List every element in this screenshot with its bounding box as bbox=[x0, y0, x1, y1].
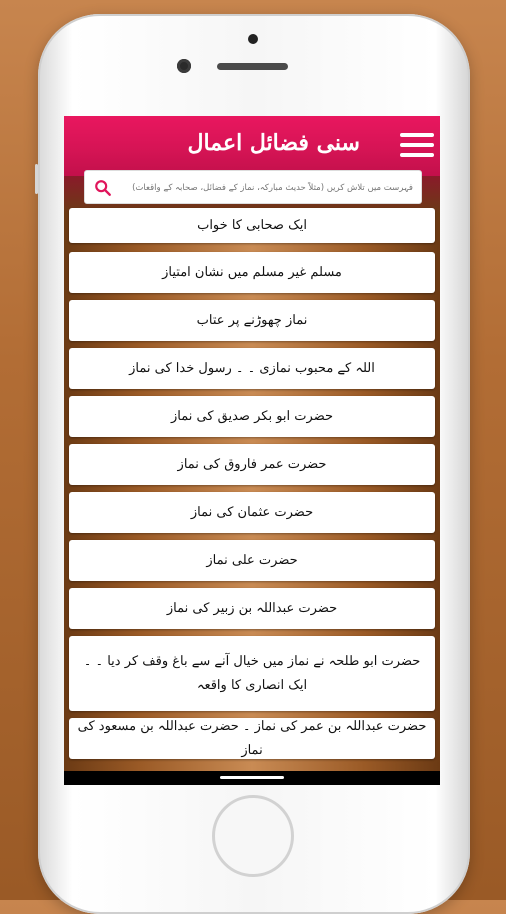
list-item-label: ایک صحابی کا خواب bbox=[197, 217, 307, 233]
home-indicator[interactable] bbox=[220, 776, 284, 779]
list-item[interactable] bbox=[69, 348, 435, 389]
search-box[interactable] bbox=[84, 170, 422, 204]
phone-side-button bbox=[35, 164, 38, 194]
list-item[interactable] bbox=[69, 300, 435, 341]
list-item-label: مسلم غیر مسلم میں نشان امتیاز bbox=[162, 264, 342, 280]
list-item[interactable] bbox=[69, 396, 435, 437]
list-item-label: حضرت عمر فاروق کی نماز bbox=[177, 456, 327, 472]
proximity-sensor bbox=[248, 34, 258, 44]
search-icon[interactable] bbox=[94, 179, 112, 197]
search-input[interactable] bbox=[121, 175, 415, 201]
earpiece-speaker bbox=[217, 63, 288, 70]
front-camera bbox=[177, 59, 191, 73]
list-item-label: حضرت عثمان کی نماز bbox=[190, 504, 314, 520]
app-bar bbox=[64, 116, 440, 176]
list-item[interactable] bbox=[69, 540, 435, 581]
bottom-navigation-bar bbox=[64, 771, 440, 785]
list-item[interactable] bbox=[69, 252, 435, 293]
list-item[interactable] bbox=[69, 588, 435, 629]
app-title: سنی فضائل اعمال bbox=[187, 130, 360, 156]
hamburger-menu-icon[interactable] bbox=[400, 133, 434, 159]
list-item[interactable] bbox=[69, 718, 435, 759]
list-item-label: حضرت ابو بکر صدیق کی نماز bbox=[170, 408, 334, 424]
list-item-label: حضرت ابو طلحہ نے نماز میں خیال آنے سے باغ وقف کر دیا ۔ ۔ ایک انصاری کا واقعہ bbox=[83, 653, 421, 693]
list-item[interactable] bbox=[69, 636, 435, 711]
list-item-label: اللہ کے محبوب نمازی ۔ ۔ رسول خدا کی نماز bbox=[129, 360, 375, 376]
list-item-label: حضرت علی نماز bbox=[206, 552, 298, 568]
list-item[interactable] bbox=[69, 208, 435, 243]
app-screen bbox=[64, 116, 440, 785]
list-item-label: حضرت عبداللہ بن عمر کی نماز ۔ حضرت عبداللہ بن مسعود کی نماز bbox=[77, 718, 427, 758]
list-item-label: نماز چھوڑنے پر عتاب bbox=[196, 312, 308, 328]
list-item[interactable] bbox=[69, 444, 435, 485]
list-item-label: حضرت عبداللہ بن زبیر کی نماز bbox=[166, 600, 338, 616]
home-button[interactable] bbox=[212, 795, 294, 877]
list-item[interactable] bbox=[69, 492, 435, 533]
